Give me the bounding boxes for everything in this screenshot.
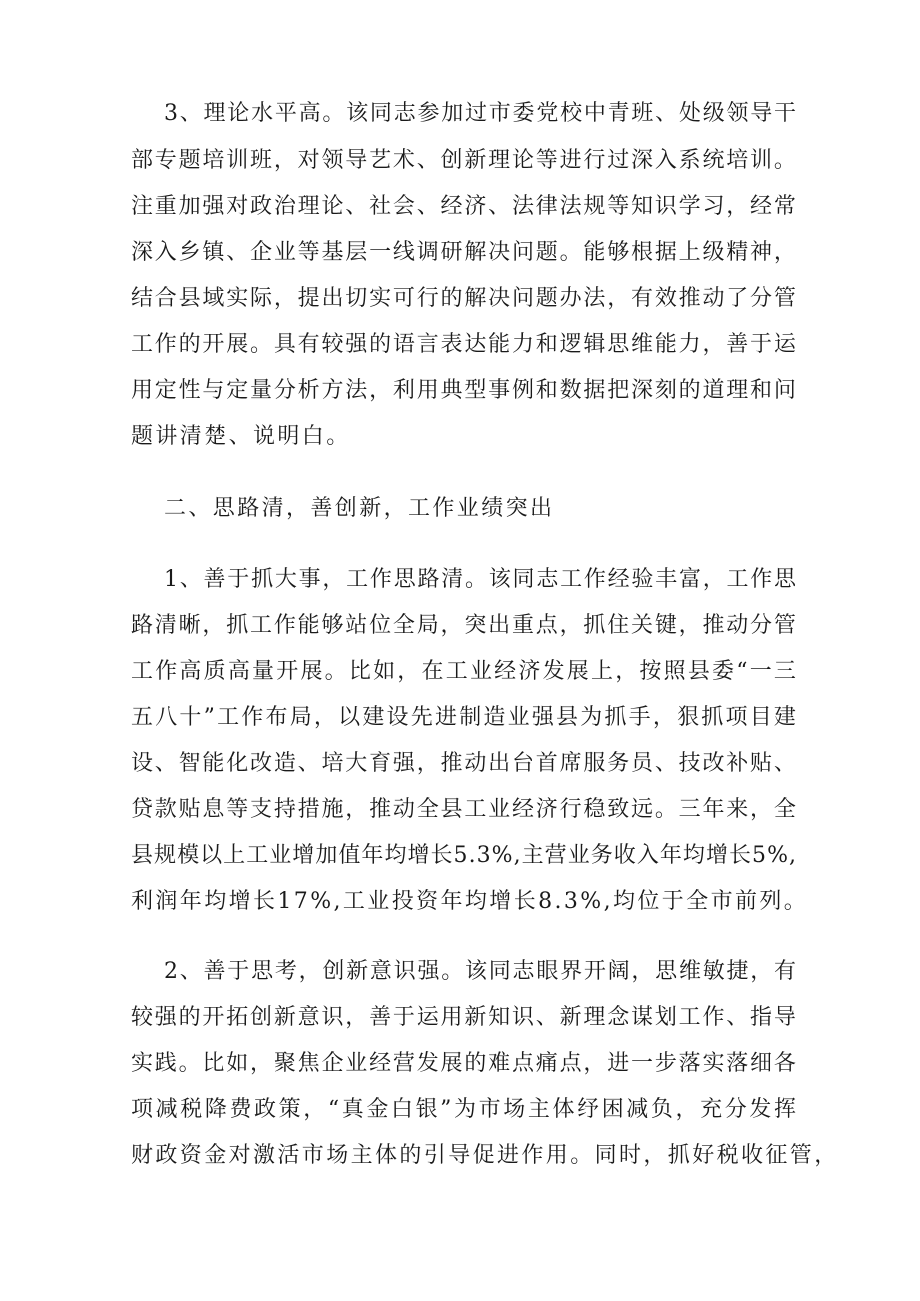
paragraph-line: 部专题培训班，对领导艺术、创新理论等进行过深入系统培训。 xyxy=(131,148,798,173)
paragraph-line: 注重加强对政治理论、社会、经济、法律法规等知识学习，经常 xyxy=(131,194,798,219)
paragraph-line: 贷款贴息等支持措施，推动全县工业经济行稳致远。三年来，全 xyxy=(131,797,798,822)
paragraph-line: 项减税降费政策，“真金白银”为市场主体纾困减负，充分发挥 xyxy=(131,1097,799,1122)
paragraph-line: 设、智能化改造、培大育强，推动出台首席服务员、技改补贴、 xyxy=(131,751,798,776)
paragraph-line: 2、善于思考，创新意识强。该同志眼界开阔，思维敏捷，有 xyxy=(164,959,798,984)
paragraph-line: 较强的开拓创新意识，善于运用新知识、新理念谋划工作、指导 xyxy=(131,1005,798,1030)
paragraph-line: 五八十”工作布局，以建设先进制造业强县为抓手，狠抓项目建 xyxy=(131,705,799,730)
section-heading-line: 二、思路清，善创新，工作业绩突出 xyxy=(164,496,555,521)
paragraph-line: 实践。比如，聚焦企业经营发展的难点痛点，进一步落实落细各 xyxy=(131,1051,798,1076)
paragraph-line: 题讲清楚、说明白。 xyxy=(131,424,351,449)
paragraph-line: 结合县域实际，提出切实可行的解决问题办法，有效推动了分管 xyxy=(131,286,798,311)
paragraph-line: 财政资金对激活市场主体的引导促进作用。同时，抓好税收征管， xyxy=(131,1143,839,1168)
paragraph-line: 用定性与定量分析方法，利用典型事例和数据把深刻的道理和问 xyxy=(131,378,798,403)
paragraph-line: 工作高质高量开展。比如，在工业经济发展上，按照县委“一三 xyxy=(131,659,799,684)
paragraph-line: 县规模以上工业增加值年均增长5.3%,主营业务收入年均增长5%, xyxy=(131,843,798,868)
paragraph-line: 工作的开展。具有较强的语言表达能力和逻辑思维能力，善于运 xyxy=(131,332,798,357)
paragraph-line: 深入乡镇、企业等基层一线调研解决问题。能够根据上级精神， xyxy=(131,240,798,265)
paragraph-line: 1、善于抓大事，工作思路清。该同志工作经验丰富，工作思 xyxy=(164,567,798,592)
paragraph-line: 3、理论水平高。该同志参加过市委党校中青班、处级领导干 xyxy=(164,101,798,126)
paragraph-line: 利润年均增长17%,工业投资年均增长8.3%,均位于全市前列。 xyxy=(131,889,809,914)
paragraph-line: 路清晰，抓工作能够站位全局，突出重点，抓住关键，推动分管 xyxy=(131,613,798,638)
